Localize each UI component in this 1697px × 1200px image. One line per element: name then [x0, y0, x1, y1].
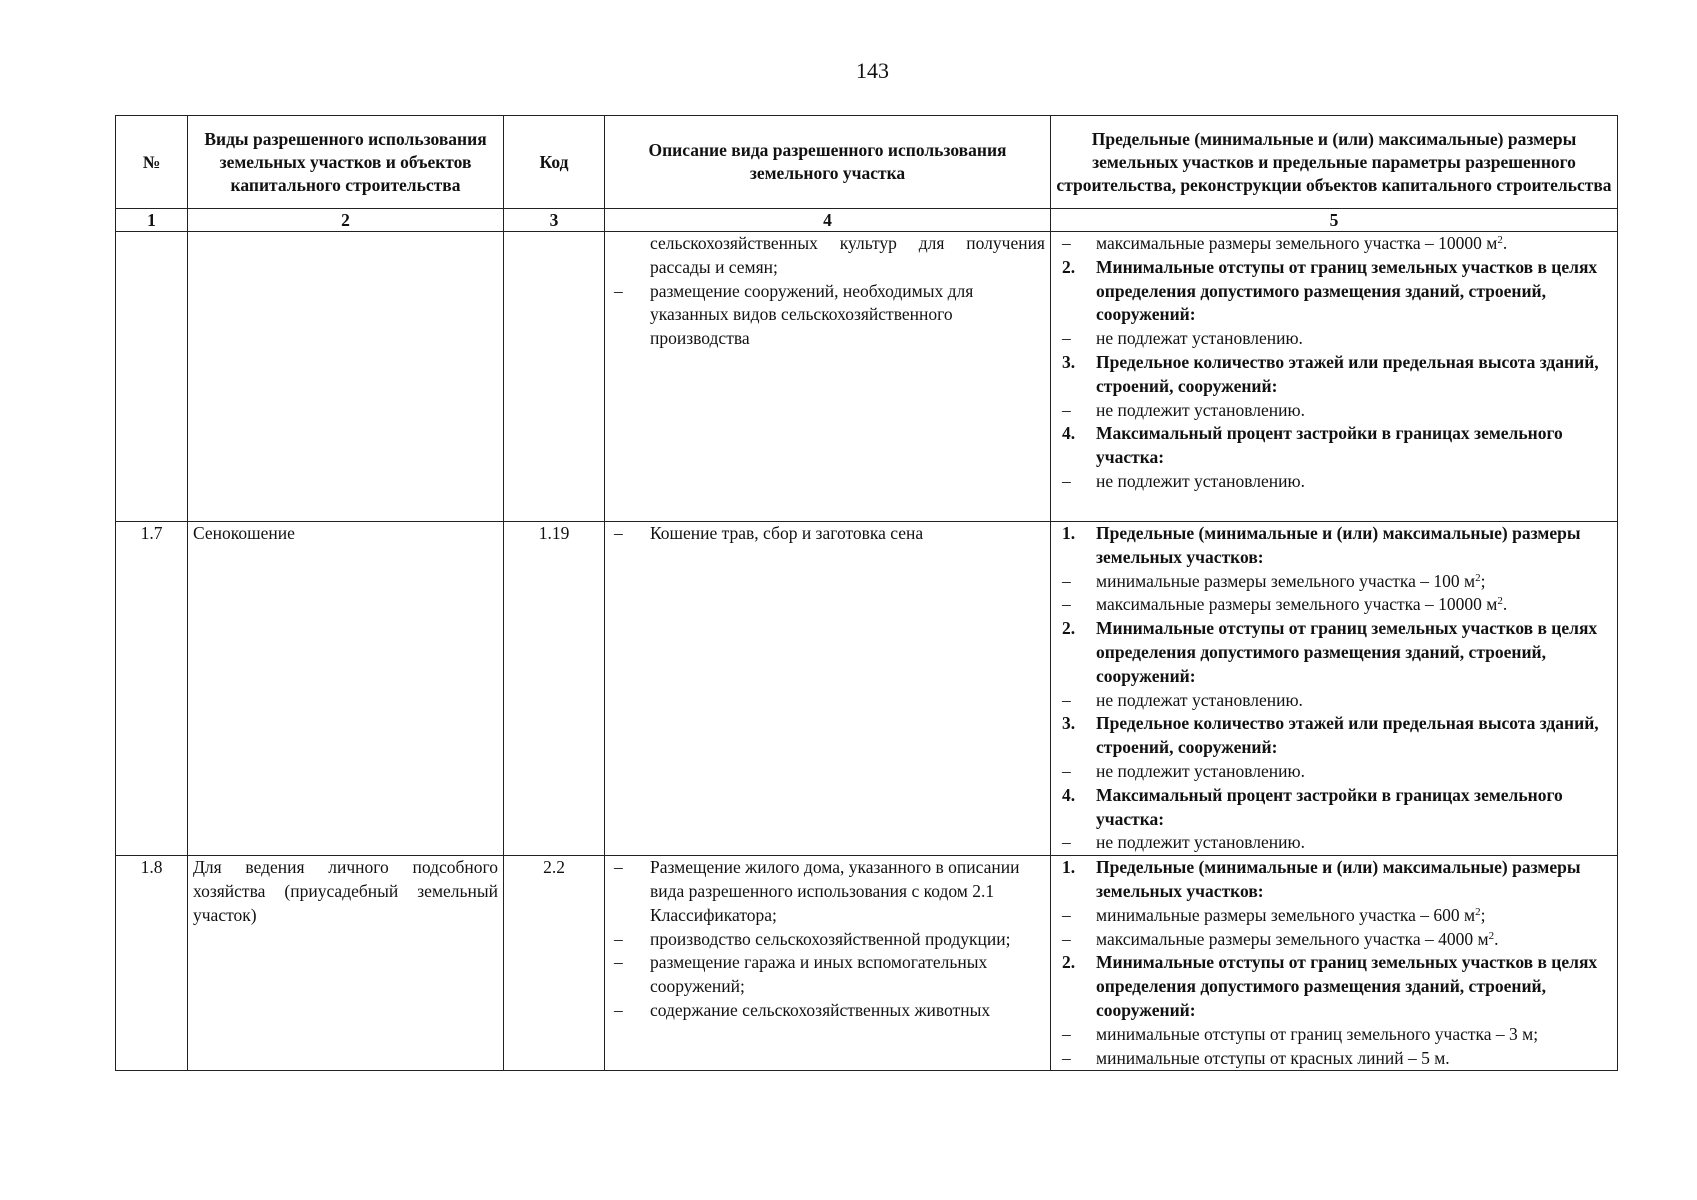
row-parameters — [1051, 232, 1618, 522]
row-code: 1.19 — [504, 522, 605, 856]
list-item: – не подлежит установлению. — [1062, 470, 1305, 491]
list-item: 2. Минимальные отступы от границ земельных участков в целях определения допустимого размещения зданий, строений, сооружений: — [1062, 256, 1598, 325]
row-code: 2.2 — [504, 856, 605, 1071]
list-item: 3. Предельное количество этажей или предельная высота зданий, строений, сооружений: — [1062, 351, 1599, 396]
list-item: 2. Минимальные отступы от границ земельных участков в целях определения допустимого размещения зданий, строений, сооружений: — [1062, 952, 1598, 1020]
column-number: 3 — [504, 209, 605, 232]
list-item: – минимальные размеры земельного участка – 600 $м^2$; — [1062, 904, 1486, 925]
column-numbers-row — [116, 209, 1618, 232]
list-item: – минимальные отступы от красных линий – 5 м. — [1062, 1047, 1450, 1068]
list-item: – не подлежат установлению. — [1062, 328, 1303, 349]
column-number: 4 — [605, 209, 1051, 232]
row-usage-type: Сенокошение — [188, 522, 504, 856]
row-code — [504, 232, 605, 522]
list-item: – не подлежит установлению. — [1062, 760, 1305, 781]
row-parameters — [1051, 522, 1618, 856]
list-item: – не подлежат установлению. — [1062, 689, 1303, 710]
row-number: 1.8 — [116, 856, 188, 1071]
list-item: – Размещение жилого дома, указанного в описании вида разрешенного использования с кодом 2.1 Классификатора; — [614, 857, 1020, 925]
table-header-row — [116, 116, 1618, 209]
list-item: 3. Предельное количество этажей или предельная высота зданий, строений, сооружений: — [1062, 713, 1599, 758]
list-item: – максимальные размеры земельного участка – 10000 $м^2$. — [1062, 233, 1508, 253]
header-number: № — [116, 116, 188, 209]
list-item: 1. Предельные (минимальные и (или) максимальные) размеры земельных участков: — [1062, 523, 1581, 567]
list-item: – минимальные отступы от границ земельного участка – 3 м; — [1062, 1023, 1539, 1044]
list-item: – минимальные размеры земельного участка – 100 $м^2$; — [1062, 570, 1486, 591]
table-row — [116, 522, 1618, 856]
list-item: 4. Максимальный процент застройки в границах земельного участка: — [1062, 423, 1563, 468]
list-item: – максимальные размеры земельного участка – 10000 $м^2$. — [1062, 594, 1508, 615]
regulations-table — [115, 115, 1618, 1071]
table-row — [116, 232, 1618, 522]
column-number: 1 — [116, 209, 188, 232]
list-item: – максимальные размеры земельного участка – 4000 $м^2$. — [1062, 928, 1499, 949]
list-item: – содержание сельскохозяйственных животных — [614, 999, 991, 1020]
row-parameters — [1051, 856, 1618, 1071]
row-usage-type: Для ведения личного подсобного хозяйства (приусадебный земельный участок) — [188, 856, 504, 1071]
table-row — [116, 856, 1618, 1071]
list-item: 1. Предельные (минимальные и (или) максимальные) размеры земельных участков: — [1062, 857, 1581, 901]
list-item: – размещение сооружений, необходимых для указанных видов сельскохозяйственного производства — [614, 280, 974, 349]
list-item: – производство сельскохозяйственной продукции; — [614, 928, 1011, 949]
row-description — [605, 522, 1051, 856]
header-code: Код — [504, 116, 605, 209]
list-item: – Кошение трав, сбор и заготовка сена — [614, 523, 924, 543]
row-usage-type — [188, 232, 504, 522]
list-item: сельскохозяйственных культур для получения рассады и семян; — [650, 233, 1045, 277]
header-description: Описание вида разрешенного использования земельного участка — [605, 116, 1051, 209]
list-item: – не подлежит установлению. — [1062, 832, 1305, 853]
column-number: 5 — [1051, 209, 1618, 232]
list-item: – размещение гаража и иных вспомогательных сооружений; — [614, 952, 988, 997]
header-usage-type: Виды разрешенного использования земельных участков и объектов капитального строительства — [188, 116, 504, 209]
row-number: 1.7 — [116, 522, 188, 856]
header-parameters: Предельные (минимальные и (или) максимальные) размеры земельных участков и предельные параметры разрешенного строительства, реконструкции объектов капитального строительства — [1051, 116, 1618, 209]
list-item: – не подлежит установлению. — [1062, 399, 1305, 420]
column-number: 2 — [188, 209, 504, 232]
list-item: 2. Минимальные отступы от границ земельных участков в целях определения допустимого размещения зданий, строений, сооружений: — [1062, 618, 1598, 686]
page-number: 143 — [856, 58, 889, 83]
row-description — [605, 856, 1051, 1071]
list-item: 4. Максимальный процент застройки в границах земельного участка: — [1062, 784, 1563, 829]
row-number — [116, 232, 188, 522]
row-description — [605, 232, 1051, 522]
